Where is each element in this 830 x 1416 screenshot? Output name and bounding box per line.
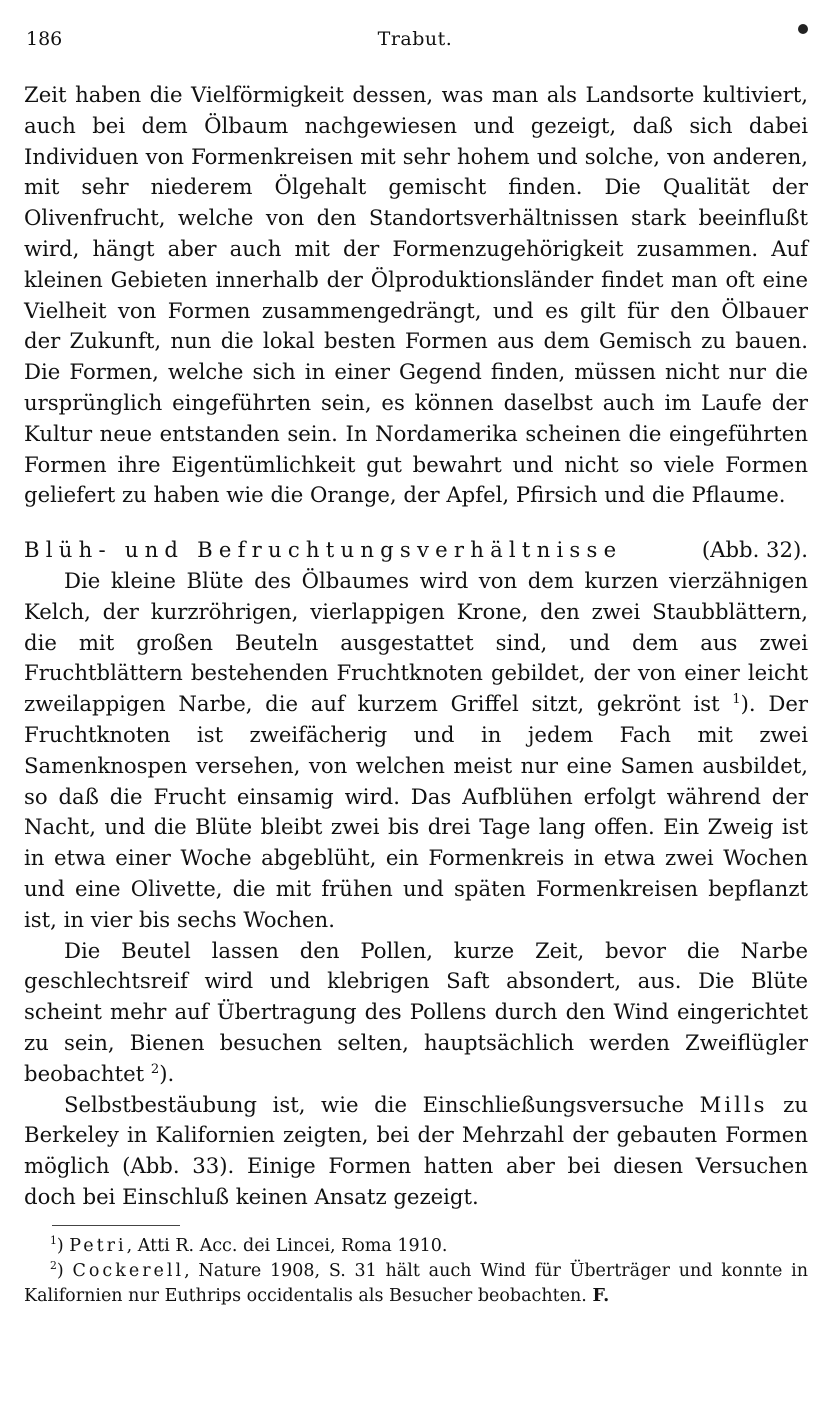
footnote-divider bbox=[52, 1225, 180, 1226]
footnote-1-mark: 1 bbox=[50, 1233, 57, 1247]
ink-spot bbox=[798, 24, 808, 34]
footnote-2-mark: 2 bbox=[50, 1258, 57, 1272]
paragraph-4-text-b: zu Berkeley in Kalifornien zeigten, bei der Mehrzahl der gebauten Formen möglich (Abb. 33). Einige Formen hatten aber bei diesen Versuchen doch bei Einschluß keinen Ansatz gezeigt. bbox=[24, 1091, 808, 1209]
footnotes bbox=[24, 1234, 808, 1309]
author-name-mills: Mills bbox=[699, 1091, 768, 1117]
footnote-1: $^1$) Petri, Atti R. Acc. dei Lincei, Roma 1910. bbox=[50, 1233, 448, 1256]
paragraph-3-text-a: Die Beutel lassen den Pollen, kurze Zeit, bevor die Narbe geschlechtsreif wird und klebrigen Saft absondert, aus. Die Blüte scheint mehr auf Übertragung des Pollens durch den Wind eingerichtet zu sein, Bienen besuchen selten, hauptsächlich werden Zweiflügler beobachtet bbox=[24, 937, 808, 1086]
paragraph-3 bbox=[24, 936, 808, 1090]
footnote-2: $^2$) Cockerell, Nature 1908, S. 31 hält auch Wind für Überträger und konnte in Kalifornien nur Euthrips occidentalis als Besucher beobachten. F. bbox=[24, 1258, 808, 1306]
section-heading-title: Blüh- und Befruchtungsverhältnisse bbox=[24, 537, 623, 563]
paragraph-2 bbox=[24, 566, 808, 936]
section-heading-figure-ref: (Abb. 32). bbox=[701, 537, 808, 563]
page-header bbox=[20, 26, 810, 56]
paragraph-4-text-a: Selbstbestäubung ist, wie die Einschließungsversuche bbox=[64, 1091, 685, 1117]
footnote-ref-2: 2 bbox=[150, 1061, 160, 1077]
footnote-2-text: , Nature 1908, S. 31 hält auch Wind für Überträger und konnte in Kalifornien nur Euthrips occidentalis als Besucher beobachten. bbox=[24, 1260, 808, 1306]
paragraph-1: Zeit haben die Vielförmigkeit dessen, was man als Landsorte kultiviert, auch bei dem Ölbaum nachgewiesen und gezeigt, daß sich dabei Individuen von Formenkreisen mit sehr hohem und solche, von anderen, mit sehr niederem Ölgehalt gemischt finden. Die Qualität der Olivenfrucht, welche von den Standortsverhältnissen stark beeinflußt wird, hängt aber auch mit der Formenzugehörigkeit zusammen. Auf kleinen Gebieten innerhalb der Ölproduktionsländer findet man oft eine Vielheit von Formen zusammengedrängt, und es gilt für den Ölbauer der Zukunft, nun die lokal besten Formen aus dem Gemisch zu bauen. Die Formen, welche sich in einer Gegend finden, müssen nicht nur die ursprünglich eingeführten sein, es können daselbst auch im Laufe der Kultur neue entstanden sein. In Nordamerika scheinen die eingeführten Formen ihre Eigentümlichkeit gut bewahrt und nicht so viele Formen geliefert zu haben wie die Orange, der Apfel, Pfirsich und die Pflaume. bbox=[24, 82, 808, 508]
paragraph-3-text-b: ). bbox=[159, 1060, 175, 1086]
footnote-1-text: , Atti R. Acc. dei Lincei, Roma 1910. bbox=[126, 1235, 448, 1256]
footnote-1-author: Petri bbox=[69, 1235, 127, 1256]
footnote-ref-1: 1 bbox=[732, 692, 741, 708]
footnote-2-initial: F. bbox=[592, 1285, 610, 1306]
paragraph-4 bbox=[24, 1090, 808, 1213]
section-heading bbox=[24, 535, 808, 566]
paragraph-2-text-a: Die kleine Blüte des Ölbaumes wird von dem kurzen vierzähnigen Kelch, der kurzröhrigen, vierlappigen Krone, den zwei Staubblättern, die mit großen Beuteln ausgestattet sind, und dem aus zwei Fruchtblättern bestehenden Fruchtknoten gebildet, der von einer leicht zweilappigen Narbe, die auf kurzem Griffel sitzt, gekrönt ist bbox=[24, 567, 808, 717]
paragraph-2-text-b: ). Der Fruchtknoten ist zweifächerig und in jedem Fach mit zwei Samenknospen versehen, von welchen meist nur eine Samen ausbildet, so daß die Frucht einsamig wird. Das Aufblühen erfolgt während der Nacht, und die Blüte bleibt zwei bis drei Tage lang offen. Ein Zweig ist in etwa einer Woche abgeblüht, ein Formenkreis in etwa zwei Wochen und eine Olivette, die mit frühen und späten Formenkreisen bepflanzt ist, in vier bis sechs Wochen. bbox=[24, 691, 808, 932]
body-text bbox=[24, 80, 808, 1309]
footnote-2-author: Cockerell bbox=[72, 1260, 185, 1281]
page-number: 186 bbox=[26, 28, 63, 50]
running-title: Trabut. bbox=[377, 28, 453, 50]
